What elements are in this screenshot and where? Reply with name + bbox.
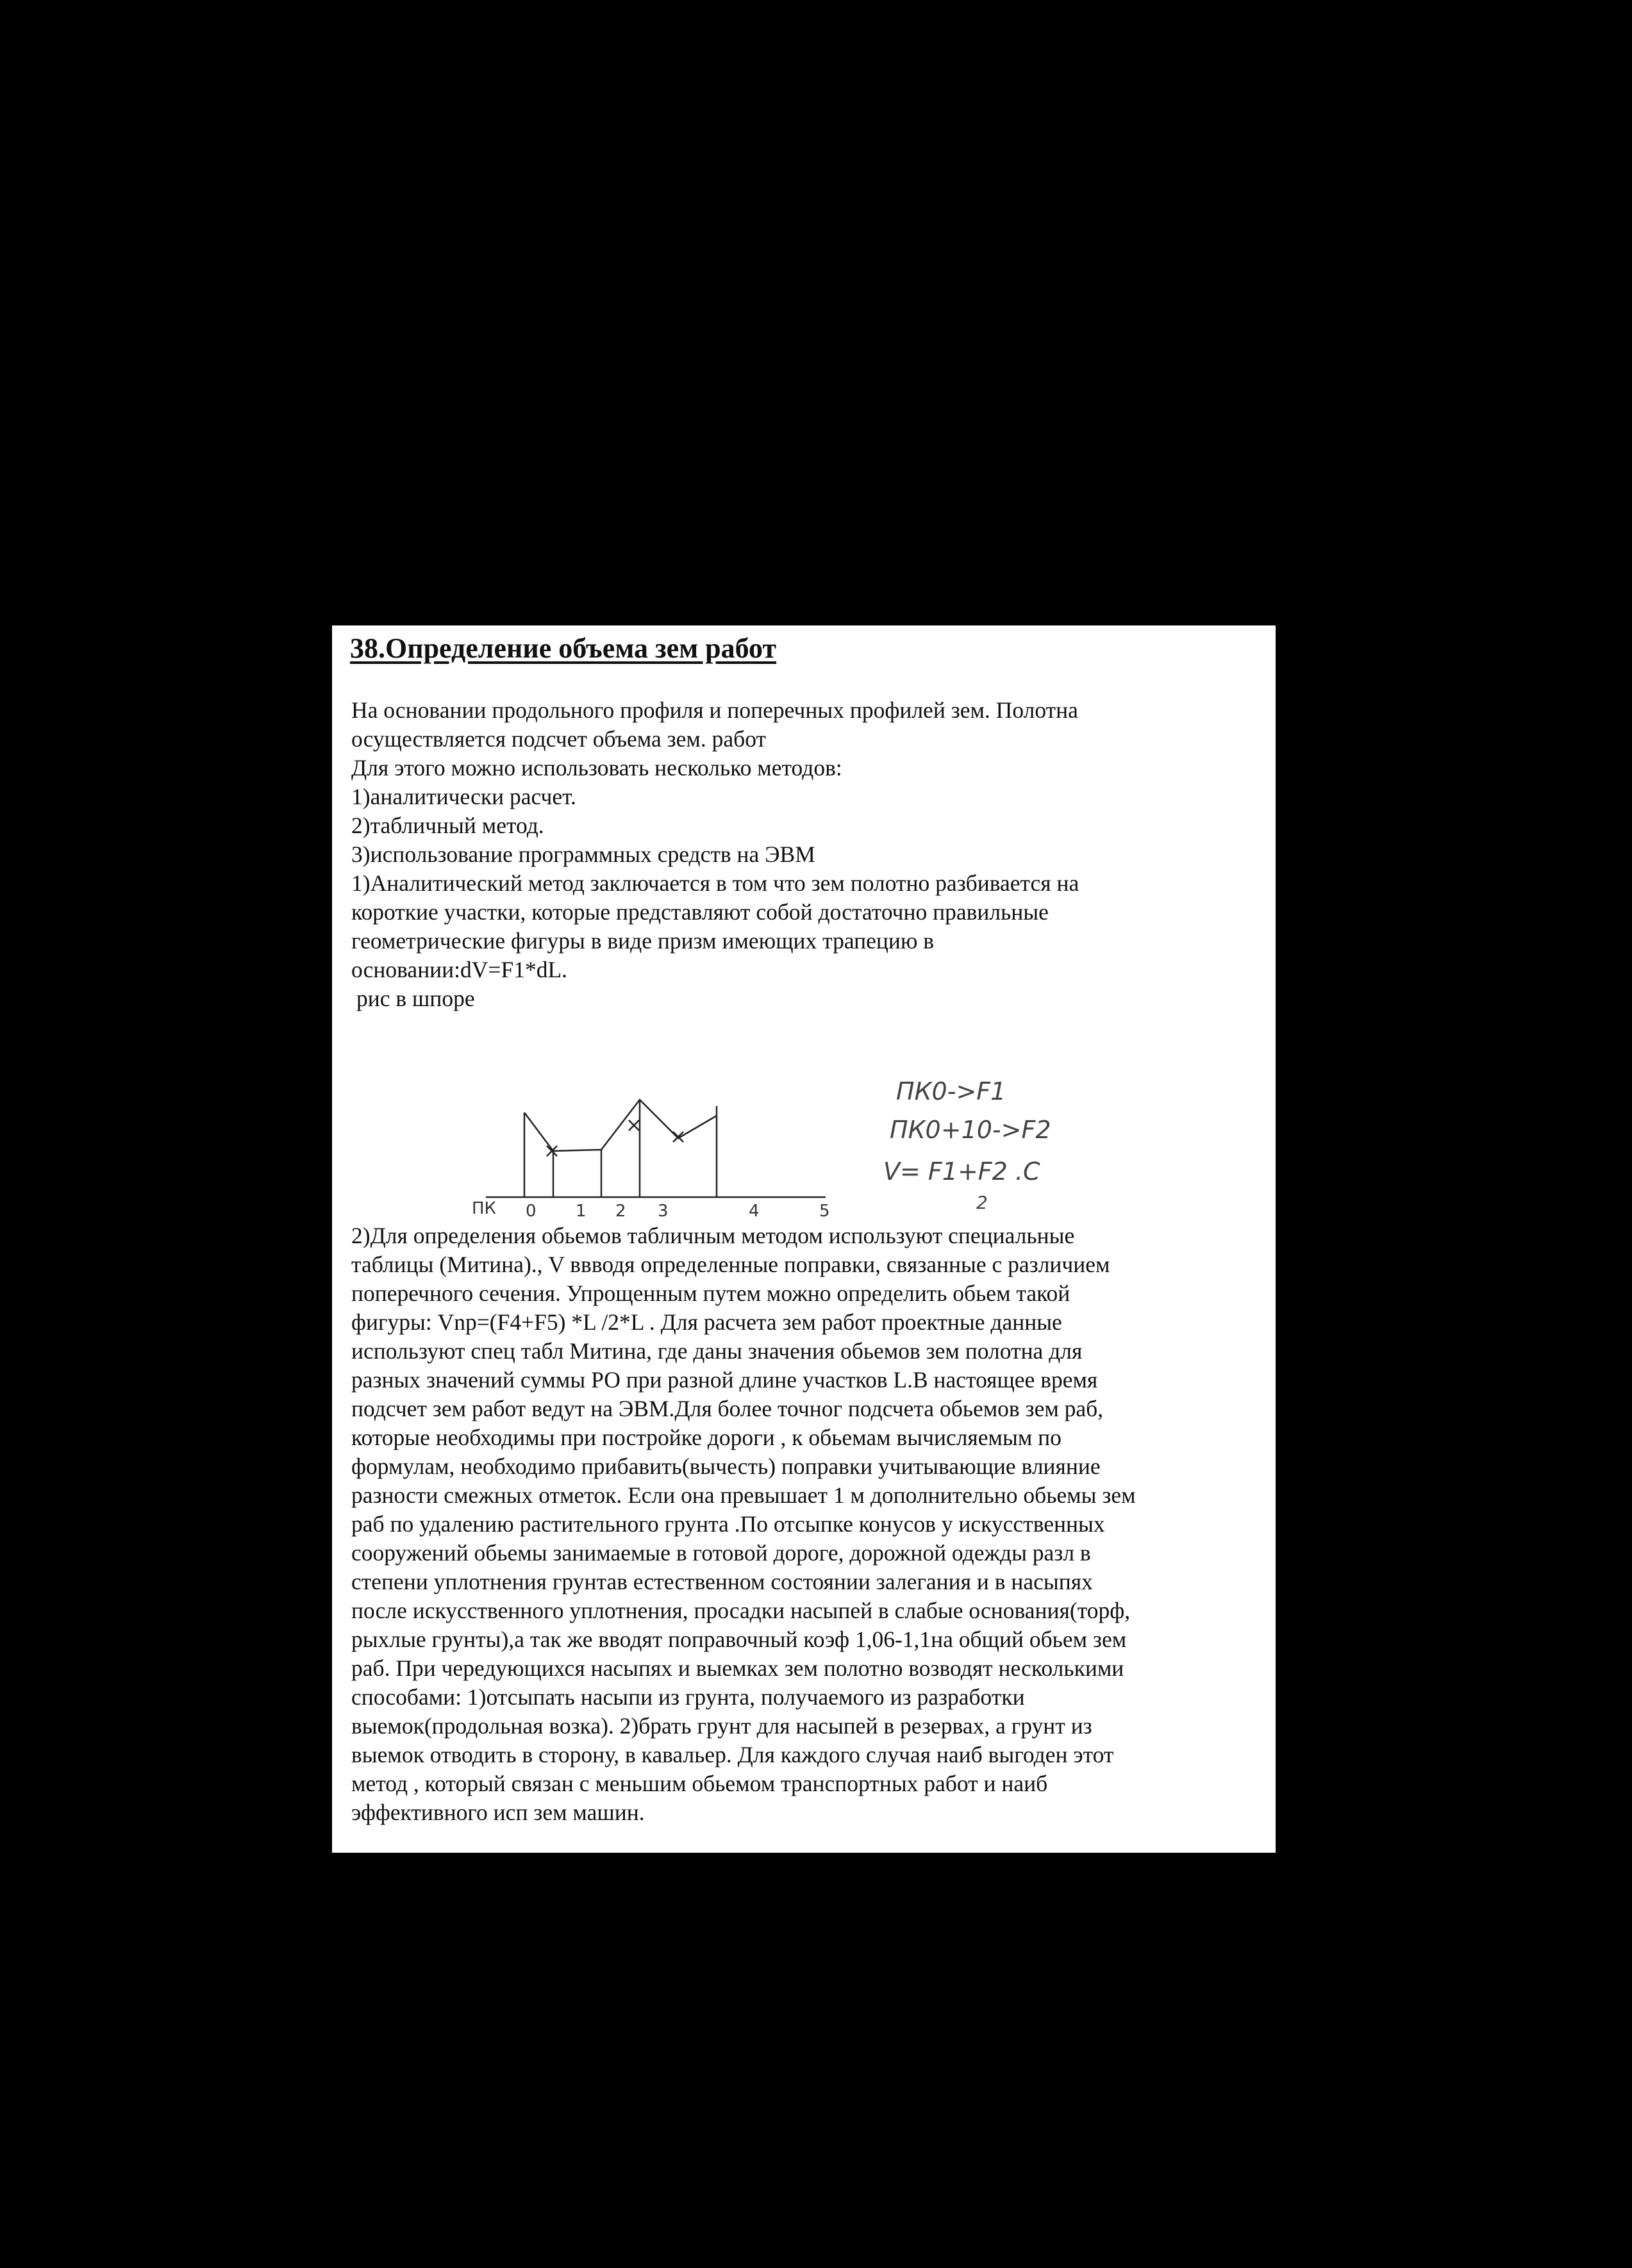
text-line: способами: 1)отсыпать насыпи из грунта, получаемого из разработки — [351, 1684, 1025, 1710]
sketch-axis-label: 2 — [615, 1202, 626, 1221]
text-line: раб по удалению растительного грунта .По отсыпке конусов у искусственных — [351, 1511, 1105, 1537]
text-line: степени уплотнения грунтав естественном состоянии залегания и в насыпях — [351, 1569, 1093, 1594]
sketch-note: ПК0->F1 — [896, 1077, 1006, 1105]
text-line: выемок(продольная возка). 2)брать грунт для насыпей в резервах, а грунт из — [351, 1713, 1092, 1739]
text-line: выемок отводить в сторону, в кавальер. Для каждого случая наиб выгоден этот — [351, 1742, 1114, 1767]
text-line: осуществляется подсчет объема зем. работ — [351, 726, 767, 752]
sketch-note: 2 — [976, 1192, 988, 1213]
text-line: формулам, необходимо прибавить(вычесть) поправки учитывающие влияние — [351, 1453, 1101, 1479]
text-line: 1)аналитически расчет. — [351, 784, 576, 809]
text-line: используют спец табл Митина, где даны значения обьемов зем полотна для — [351, 1338, 1083, 1364]
text-line: 2)Для определения обьемов табличным методом используют специальные — [351, 1223, 1075, 1248]
sketch-note: ПК0+10->F2 — [890, 1116, 1051, 1144]
text-line: рыхлые грунты),а так же вводят поправочный коэф 1,06-1,1на общий обьем зем — [351, 1627, 1127, 1652]
text-line: 1)Аналитический метод заключается в том что зем полотно разбивается на — [351, 870, 1079, 896]
sketch-axis-label: 4 — [749, 1202, 760, 1221]
sketch-axis-label: 0 — [526, 1202, 537, 1221]
text-line: разности смежных отметок. Если она превышает 1 м дополнительно обьемы зем — [351, 1482, 1136, 1508]
text-line: короткие участки, которые представляют собой достаточно правильные — [351, 899, 1049, 925]
text-line: эффективного исп зем машин. — [351, 1800, 645, 1825]
text-line: фигуры: Vnp=(F4+F5) *L /2*L . Для расчета зем работ проектные данные — [351, 1309, 1062, 1335]
sketch-axis-label: 1 — [576, 1202, 587, 1221]
text-line: основании:dV=F1*dL. — [351, 957, 568, 982]
sketch-axis-label: ПК — [472, 1199, 497, 1218]
sketch-caption: рис в шпоре — [356, 986, 475, 1011]
sketch-note: V= F1+F2 .C — [883, 1157, 1040, 1186]
text-line: метод , который связан с меньшим обьемом транспортных работ и наиб — [351, 1771, 1048, 1796]
text-line: таблицы (Митина)., V ввводя определенные поправки, связанные с различием — [351, 1252, 1110, 1277]
text-line: На основании продольного профиля и поперечных профилей зем. Полотна — [351, 697, 1078, 723]
text-line: подсчет зем работ ведут на ЭВМ.Для более точног подсчета обьемов зем раб, — [351, 1396, 1104, 1421]
text-line: поперечного сечения. Упрощенным путем можно определить обьем такой — [351, 1280, 1070, 1306]
sketch-axis-label: 3 — [658, 1202, 669, 1221]
text-line: которые необходимы при постройке дороги , к обьемам вычисляемым по — [351, 1425, 1062, 1450]
text-line: геометрические фигуры в виде призм имеющих трапецию в — [351, 928, 935, 954]
text-line: сооружений обьемы занимаемые в готовой дороге, дорожной одежды разл в — [351, 1540, 1091, 1566]
text-line: 3)использование программных средств на ЭВМ — [351, 841, 815, 867]
text-line: 2)табличный метод. — [351, 813, 544, 838]
text-line: после искусственного уплотнения, просадки насыпей в слабые основания(торф, — [351, 1598, 1131, 1623]
document-title: 38.Определение объема зем работ — [350, 633, 777, 664]
profile-sketch — [390, 1074, 1159, 1221]
text-line: разных значений суммы РО при разной длине участков L.В настоящее время — [351, 1367, 1098, 1393]
text-line: Для этого можно использовать несколько методов: — [351, 755, 842, 781]
text-line: раб. При чередующихся насыпях и выемках зем полотно возводят несколькими — [351, 1655, 1124, 1681]
sketch-profile-line — [524, 1100, 717, 1151]
document-page — [332, 625, 1276, 1853]
sketch-mark — [629, 1120, 639, 1130]
sketch-axis-label: 5 — [819, 1202, 830, 1221]
